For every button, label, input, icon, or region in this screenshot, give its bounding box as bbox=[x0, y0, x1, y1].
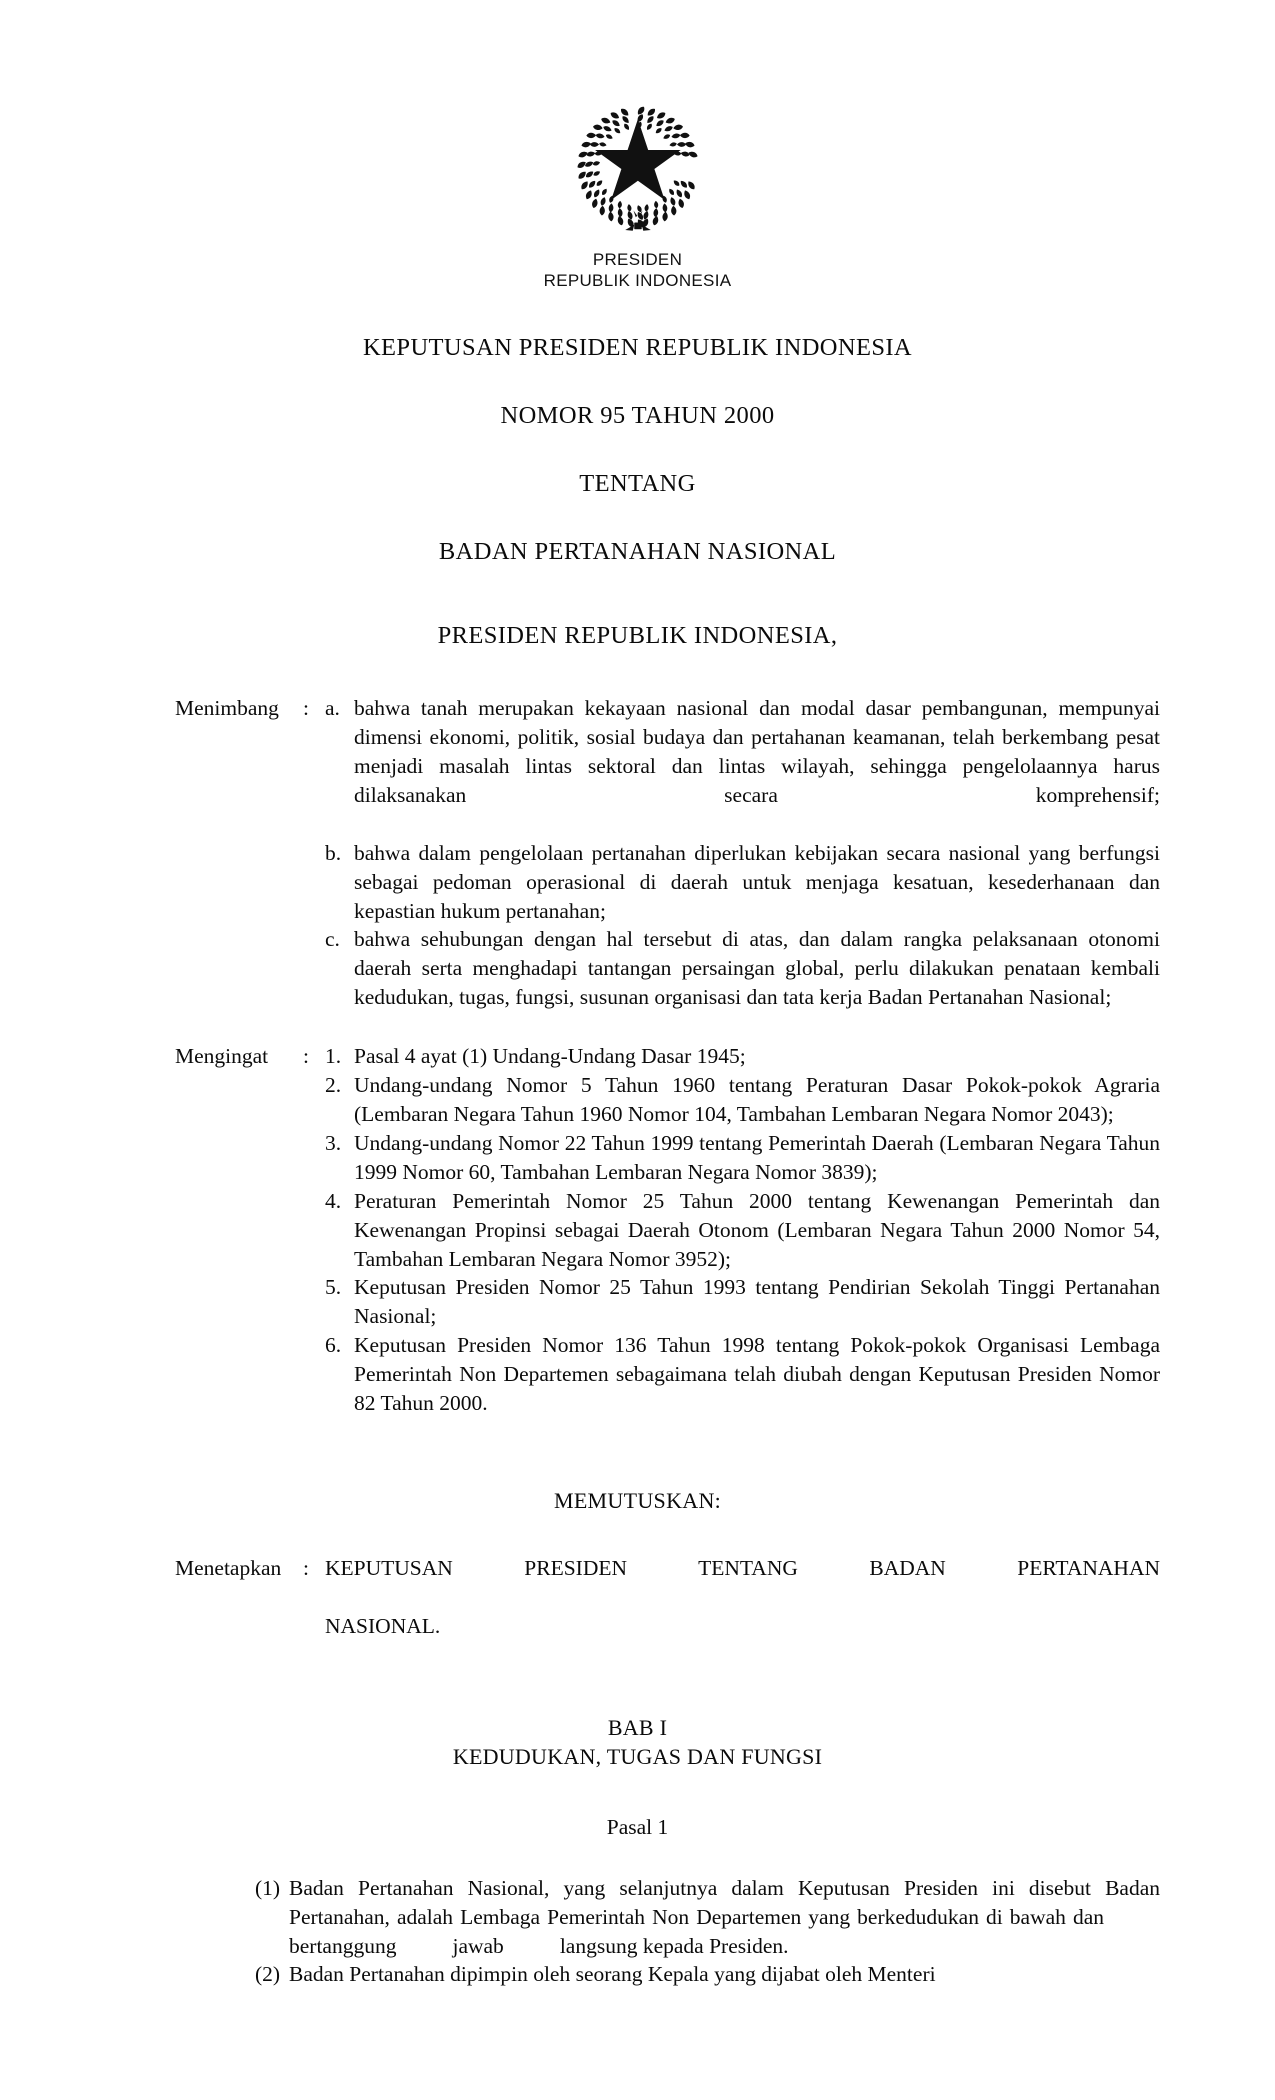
menetapkan-label: Menetapkan bbox=[175, 1555, 282, 1580]
title-line-2-number: NOMOR 95 TAHUN 2000 bbox=[500, 402, 775, 430]
item-marker: c. bbox=[325, 927, 340, 952]
emblem-caption bbox=[0, 250, 1275, 291]
list-item bbox=[325, 1331, 1160, 1418]
issuing-party: PRESIDEN REPUBLIK INDONESIA, bbox=[437, 622, 838, 650]
item-text: bahwa sehubungan dengan hal tersebut di atas, dan dalam rangka pelaksanaan otonomi daerah serta menghadapi tantangan persaingan global, perlu dilakukan penataan kembali kedudukan, tugas, fungsi, susunan organisasi dan tata kerja Badan Pertanahan Nasional; bbox=[354, 927, 1160, 1010]
emblem-caption-line2: REPUBLIK INDONESIA bbox=[543, 270, 732, 290]
star-laurel-wreath-emblem bbox=[563, 92, 713, 242]
title-line-3-tentang: TENTANG bbox=[579, 470, 696, 498]
title-line-1: KEPUTUSAN PRESIDEN REPUBLIK INDONESIA bbox=[362, 334, 913, 362]
mengingat-clause bbox=[175, 1042, 1160, 1418]
emblem-block bbox=[0, 0, 1275, 291]
list-item bbox=[325, 1071, 1160, 1129]
list-item bbox=[255, 1874, 1160, 1961]
menetapkan-clause bbox=[0, 1554, 1275, 1641]
item-text: Undang-undang Nomor 5 Tahun 1960 tentang Peraturan Dasar Pokok-pokok Agraria (Lembaran Negara Tahun 1960 Nomor 104, Tambahan Lembaran Negara Nomor 2043); bbox=[354, 1073, 1160, 1126]
item-text: bahwa dalam pengelolaan pertanahan diperlukan kebijakan secara nasional yang berfungsi sebagai pedoman operasional di daerah untuk menjaga kesatuan, kesederhanaan dan kepastian hukum pertanahan; bbox=[354, 840, 1160, 923]
menetapkan-value bbox=[325, 1554, 1160, 1641]
menimbang-colon: : bbox=[303, 696, 309, 721]
menimbang-items bbox=[325, 694, 1160, 1012]
item-marker: 5. bbox=[325, 1275, 342, 1300]
item-marker: 6. bbox=[325, 1333, 342, 1358]
item-marker: 1. bbox=[325, 1044, 342, 1069]
list-item bbox=[255, 1960, 1160, 1989]
item-marker: a. bbox=[325, 696, 340, 721]
list-item bbox=[325, 839, 1160, 926]
list-item bbox=[325, 1187, 1160, 1274]
item-text: Keputusan Presiden Nomor 25 Tahun 1993 tentang Pendirian Sekolah Tinggi Pertanahan Nasional; bbox=[354, 1275, 1160, 1329]
item-text: Undang-undang Nomor 22 Tahun 1999 tentang Pemerintah Daerah (Lembaran Negara Tahun 1999 Nomor 60, Tambahan Lembaran Negara Nomor 3839); bbox=[354, 1130, 1160, 1184]
item-marker: b. bbox=[325, 840, 342, 865]
item-text: Peraturan Pemerintah Nomor 25 Tahun 2000 tentang Kewenangan Pemerintah dan Kewenangan Propinsi sebagai Daerah Otonom (Lembaran Negara Tahun 2000 Nomor 54, Tambahan Lembaran Negara Nomor 3952); bbox=[354, 1188, 1160, 1271]
memutuskan-heading: MEMUTUSKAN: bbox=[553, 1487, 722, 1513]
item-text: Pasal 4 ayat (1) Undang-Undang Dasar 1945; bbox=[354, 1044, 746, 1069]
list-item bbox=[325, 925, 1160, 1012]
item-marker: 2. bbox=[325, 1073, 342, 1098]
list-item bbox=[325, 1129, 1160, 1187]
title-line-4-subject: BADAN PERTANAHAN NASIONAL bbox=[438, 538, 837, 566]
emblem-caption-line1: PRESIDEN bbox=[592, 250, 683, 269]
list-item bbox=[325, 1042, 1160, 1071]
list-item bbox=[325, 694, 1160, 839]
item-text: Keputusan Presiden Nomor 136 Tahun 1998 tentang Pokok-pokok Organisasi Lembaga Pemerintah Non Departemen sebagaimana telah diubah dengan Keputusan Presiden Nomor 82 Tahun 2000. bbox=[354, 1333, 1160, 1416]
menetapkan-colon: : bbox=[303, 1555, 309, 1580]
list-item bbox=[325, 1273, 1160, 1331]
document-title-block bbox=[0, 335, 1275, 566]
item-marker: 3. bbox=[325, 1130, 342, 1155]
item-marker: 4. bbox=[325, 1188, 342, 1213]
item-text-gap3: langsung bbox=[559, 1933, 638, 1958]
menetapkan-value-line1: KEPUTUSAN PRESIDEN TENTANG BADAN PERTANAHAN bbox=[325, 1555, 1160, 1580]
menimbang-clause bbox=[175, 694, 1160, 1012]
mengingat-label: Mengingat bbox=[175, 1044, 269, 1069]
item-marker: (1) bbox=[255, 1875, 281, 1900]
mengingat-colon: : bbox=[303, 1044, 309, 1069]
item-text-part2: kepada Presiden. bbox=[642, 1933, 789, 1958]
chapter-title: KEDUDUKAN, TUGAS DAN FUNGSI bbox=[452, 1743, 823, 1769]
item-text bbox=[289, 1874, 1160, 1961]
menetapkan-value-line2: NASIONAL. bbox=[325, 1613, 441, 1638]
chapter-number: BAB I bbox=[607, 1714, 668, 1740]
preamble-section bbox=[0, 694, 1275, 1418]
item-text-gap2: jawab bbox=[452, 1933, 504, 1958]
menimbang-label: Menimbang bbox=[175, 696, 279, 721]
item-text-part1: Badan Pertanahan Nasional, yang selanjutnya dalam Keputusan Presiden ini disebut Badan Pertanahan, adalah Lembaga Pemerintah Non Departemen yang berkedudukan di bawah dan bbox=[289, 1875, 1160, 1929]
item-text: Badan Pertanahan dipimpin oleh seorang Kepala yang dijabat oleh Menteri bbox=[289, 1962, 936, 1987]
item-text-gap1: bertanggung bbox=[289, 1933, 397, 1958]
article-heading: Pasal 1 bbox=[606, 1814, 669, 1839]
chapter-heading bbox=[0, 1713, 1275, 1771]
item-text: bahwa tanah merupakan kekayaan nasional dan modal dasar pembangunan, mempunyai dimensi ekonomi, politik, sosial budaya dan pertahanan keamanan, telah berkembang pesat menjadi masalah lintas sektoral dan lintas wilayah, sehingga pengelolaannya harus dilaksanakan secara komprehensif; bbox=[354, 696, 1160, 807]
mengingat-items bbox=[325, 1042, 1160, 1418]
item-marker: (2) bbox=[255, 1962, 281, 1987]
article-body bbox=[0, 1874, 1275, 1990]
